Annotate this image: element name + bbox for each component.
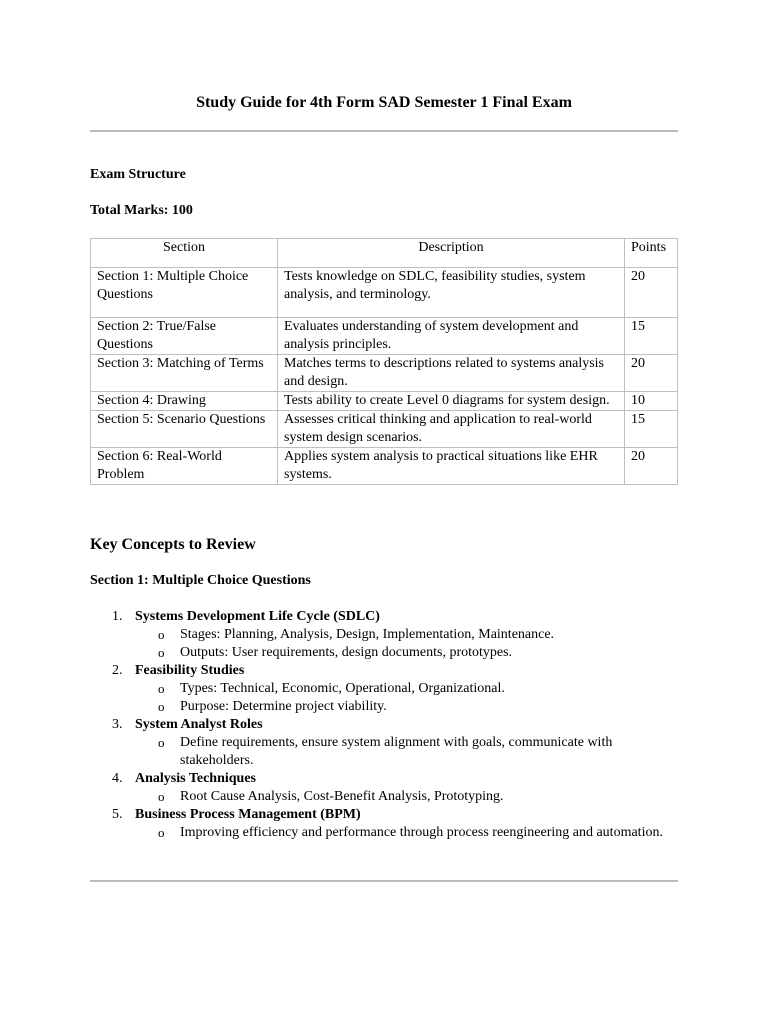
list-item xyxy=(90,770,678,788)
list-item-number: 1. xyxy=(112,609,123,624)
table-cell-points: 20 xyxy=(625,268,678,318)
list-item-number: 2. xyxy=(112,663,123,678)
table-header-points: Points xyxy=(625,239,678,268)
key-concepts-heading: Key Concepts to Review xyxy=(90,536,256,553)
bullet-icon: o xyxy=(158,681,165,696)
sub-list-item xyxy=(90,824,678,842)
table-cell-description: Tests knowledge on SDLC, feasibility studies, system analysis, and terminology. xyxy=(278,268,625,318)
table-cell-points: 20 xyxy=(625,448,678,485)
sub-list-item-text: Root Cause Analysis, Cost-Benefit Analysis, Prototyping. xyxy=(180,789,504,804)
table-cell-description: Applies system analysis to practical situations like EHR systems. xyxy=(278,448,625,485)
sub-list-item-text: Outputs: User requirements, design documents, prototypes. xyxy=(180,645,513,660)
table-row xyxy=(91,392,678,411)
table-row xyxy=(91,411,678,448)
list-item-title: Systems Development Life Cycle (SDLC) xyxy=(135,609,380,624)
horizontal-rule-top xyxy=(90,130,678,132)
list-item-number: 3. xyxy=(112,717,123,732)
table-header-description: Description xyxy=(278,239,625,268)
table-row xyxy=(91,448,678,485)
list-item xyxy=(90,662,678,680)
table-cell-description: Evaluates understanding of system development and analysis principles. xyxy=(278,318,625,355)
sub-list-item xyxy=(90,680,678,698)
exam-structure-heading: Exam Structure xyxy=(90,167,186,182)
total-marks: Total Marks: 100 xyxy=(90,203,193,218)
sub-list-item-text: Types: Technical, Economic, Operational, Organizational. xyxy=(180,681,505,696)
list-item-number: 4. xyxy=(112,771,123,786)
table-cell-section: Section 6: Real-World Problem xyxy=(91,448,278,485)
sub-list-item-text: Stages: Planning, Analysis, Design, Implementation, Maintenance. xyxy=(180,627,555,642)
bullet-icon: o xyxy=(158,735,165,750)
sub-list-item xyxy=(90,644,678,662)
list-item-title: Business Process Management (BPM) xyxy=(135,807,361,822)
list-item xyxy=(90,716,678,734)
list-item xyxy=(90,806,678,824)
table-row xyxy=(91,318,678,355)
table-cell-section: Section 3: Matching of Terms xyxy=(91,355,278,392)
list-item-title: Analysis Techniques xyxy=(135,771,256,786)
bullet-icon: o xyxy=(158,645,165,660)
list-item-title: Feasibility Studies xyxy=(135,663,245,678)
table-cell-description: Assesses critical thinking and application to real-world system design scenarios. xyxy=(278,411,625,448)
list-item xyxy=(90,608,678,626)
table-cell-points: 15 xyxy=(625,411,678,448)
bullet-icon: o xyxy=(158,825,165,840)
exam-structure-table xyxy=(90,238,678,485)
bullet-icon: o xyxy=(158,789,165,804)
sub-list-item xyxy=(90,788,678,806)
table-header-section: Section xyxy=(91,239,278,268)
list-item-title: System Analyst Roles xyxy=(135,717,263,732)
sub-list-item-text: Define requirements, ensure system alignment with goals, communicate with stakeholders. xyxy=(180,735,613,768)
table-cell-section: Section 1: Multiple Choice Questions xyxy=(91,268,278,318)
table-cell-section: Section 2: True/False Questions xyxy=(91,318,278,355)
table-cell-section: Section 4: Drawing xyxy=(91,392,278,411)
concepts-list xyxy=(90,608,678,842)
table-cell-section: Section 5: Scenario Questions xyxy=(91,411,278,448)
sub-list-item xyxy=(90,626,678,644)
table-header-row xyxy=(91,239,678,268)
table-cell-description: Matches terms to descriptions related to systems analysis and design. xyxy=(278,355,625,392)
document-title: Study Guide for 4th Form SAD Semester 1 Final Exam xyxy=(196,94,572,111)
table-row xyxy=(91,355,678,392)
table-row xyxy=(91,268,678,318)
table-cell-points: 20 xyxy=(625,355,678,392)
horizontal-rule-bottom xyxy=(90,880,678,882)
table-cell-points: 15 xyxy=(625,318,678,355)
bullet-icon: o xyxy=(158,699,165,714)
table-cell-points: 10 xyxy=(625,392,678,411)
list-item-number: 5. xyxy=(112,807,123,822)
section1-heading: Section 1: Multiple Choice Questions xyxy=(90,573,311,588)
sub-list-item-text: Improving efficiency and performance through process reengineering and automation. xyxy=(180,825,663,840)
bullet-icon: o xyxy=(158,627,165,642)
sub-list-item-text: Purpose: Determine project viability. xyxy=(180,699,387,714)
sub-list-item xyxy=(90,698,678,716)
sub-list-item xyxy=(90,734,678,770)
table-cell-description: Tests ability to create Level 0 diagrams for system design. xyxy=(278,392,625,411)
